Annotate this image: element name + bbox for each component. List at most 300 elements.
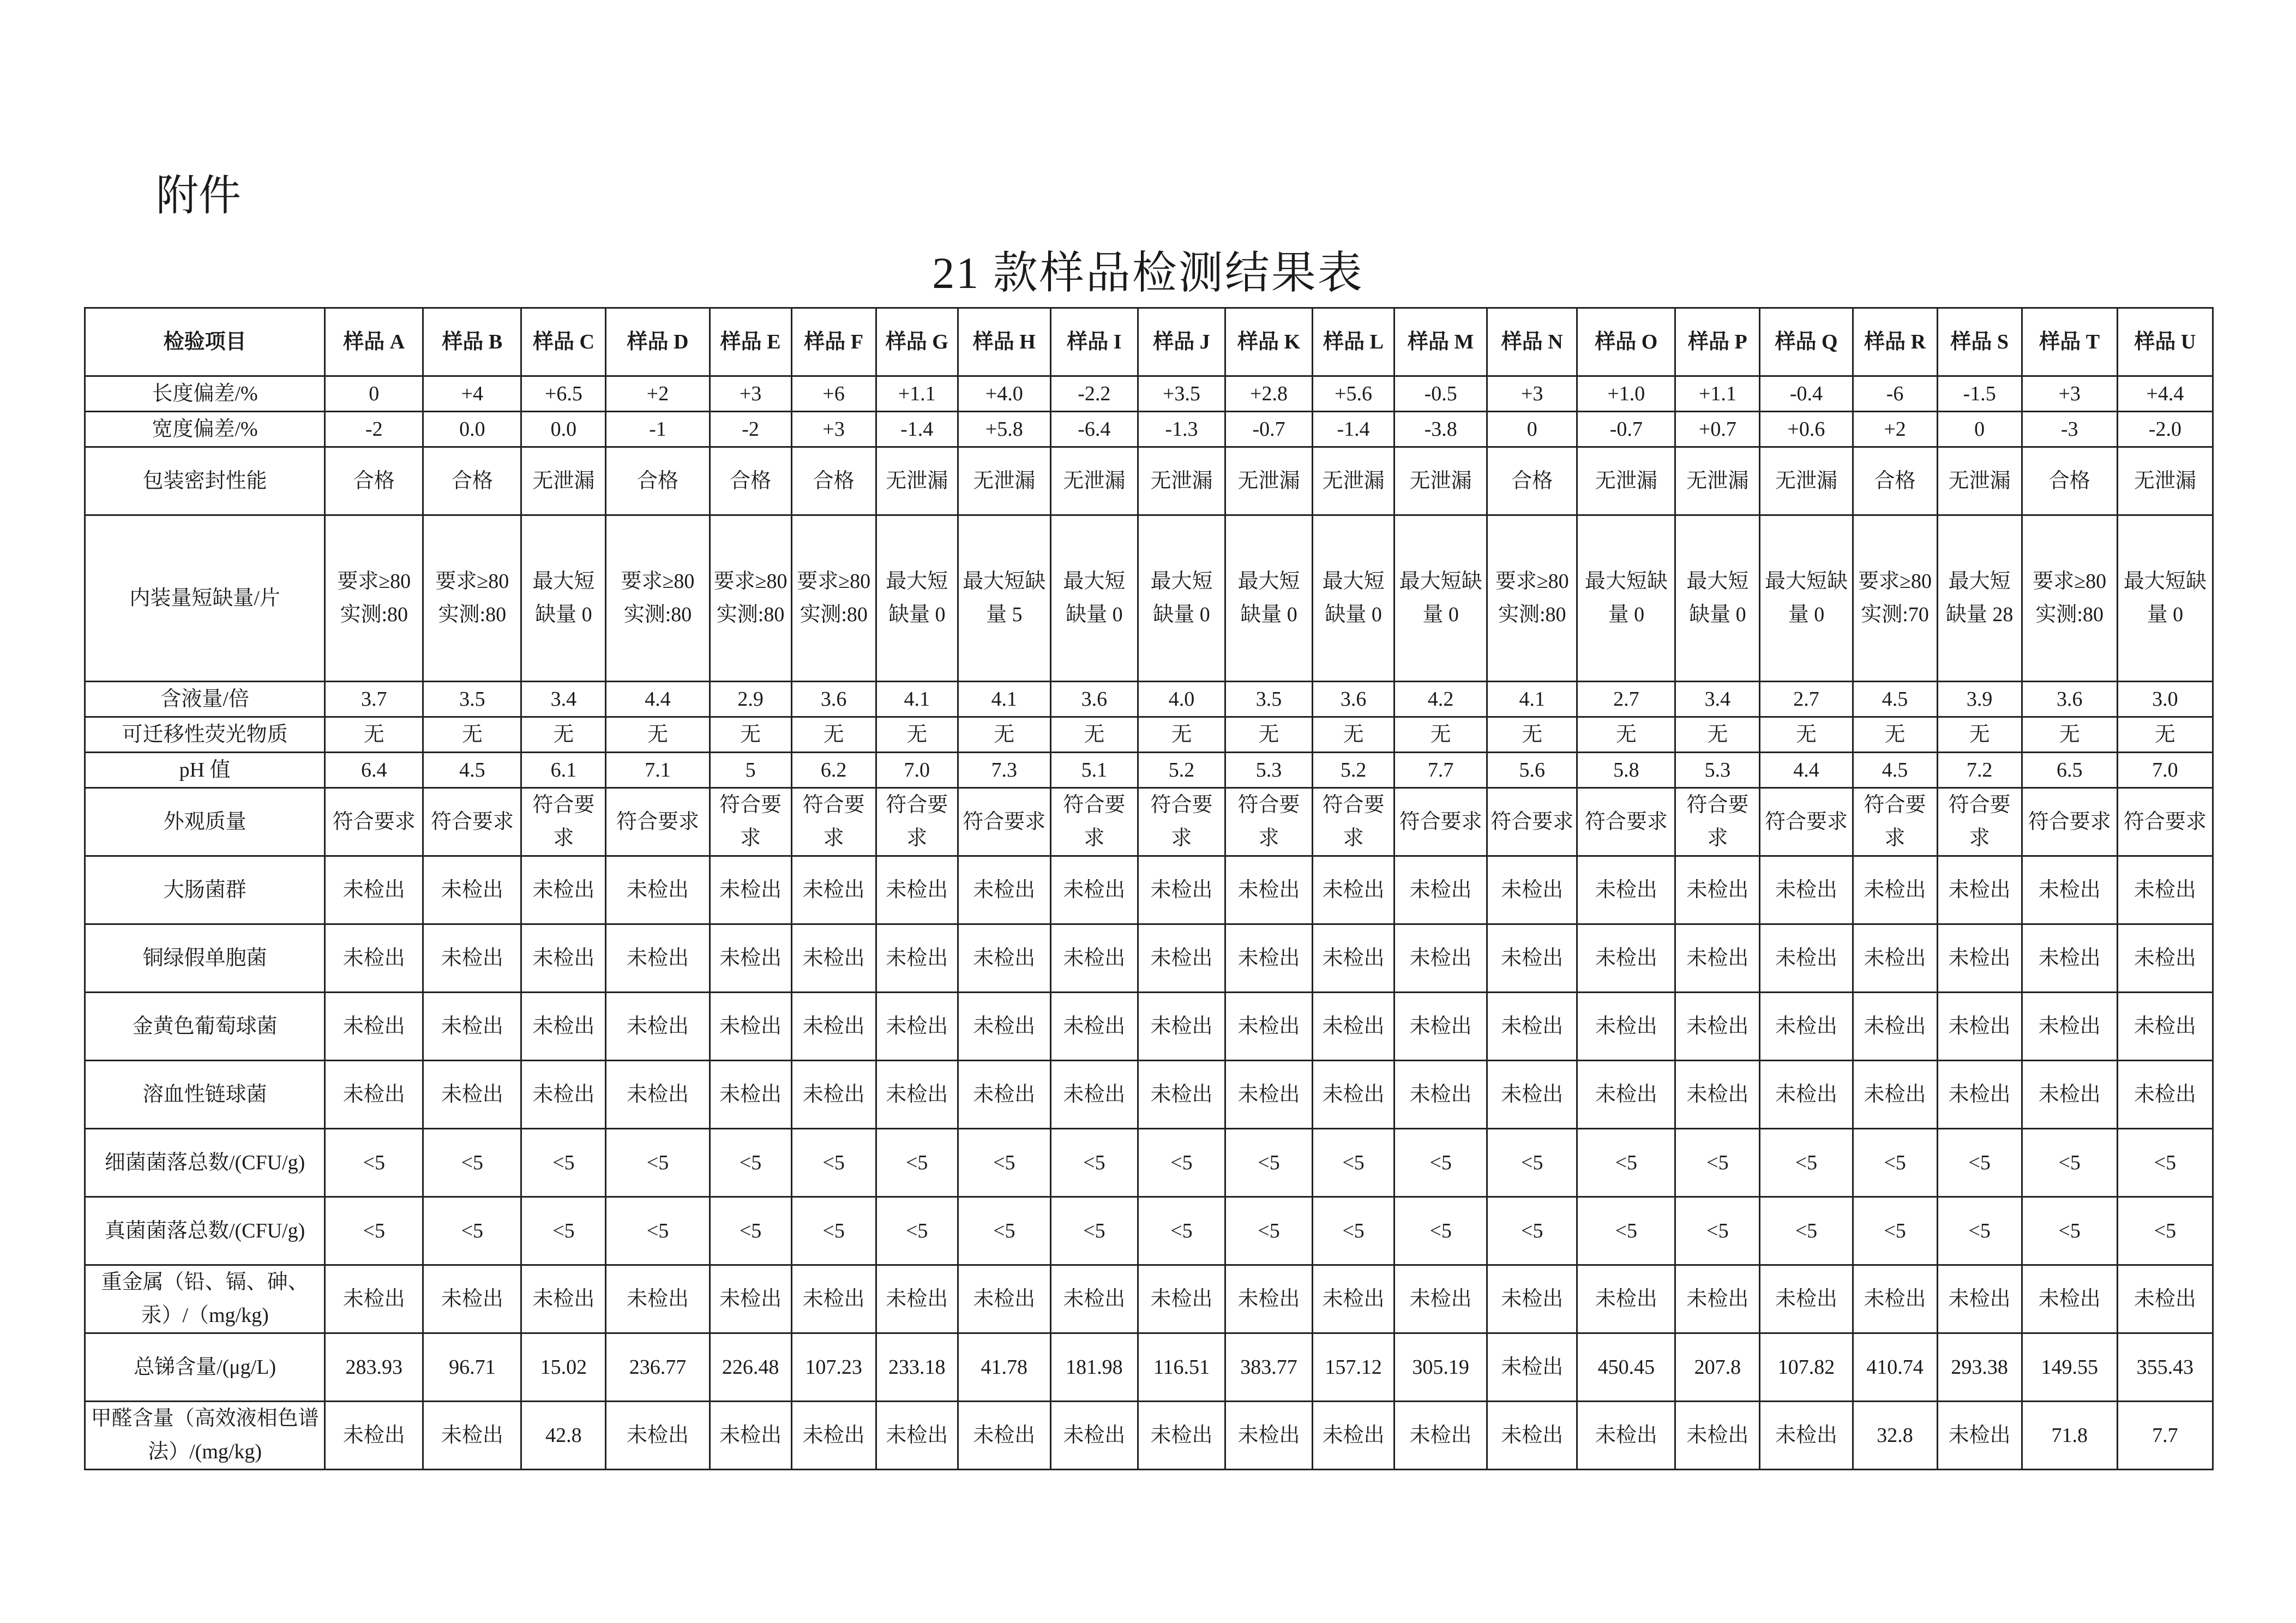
table-cell: 未检出 [1138,1061,1225,1129]
sample-header: 样品 A [325,308,423,376]
table-cell: 未检出 [1853,856,1937,924]
table-cell: 未检出 [1675,993,1760,1061]
table-cell: 未检出 [521,1265,606,1333]
table-row [85,1129,2213,1197]
table-cell: 要求≥80 实测:80 [791,515,876,682]
table-cell: 符合要求 [1050,788,1138,856]
table-cell: 未检出 [1050,1265,1138,1333]
table-row [85,376,2213,412]
table-row [85,447,2213,515]
table-cell: 未检出 [1050,1402,1138,1470]
row-label: 含液量/倍 [85,682,325,717]
table-cell: 无 [606,717,710,753]
table-row [85,717,2213,753]
table-cell: 合格 [791,447,876,515]
table-cell: <5 [521,1129,606,1197]
table-cell: <5 [1395,1129,1487,1197]
table-cell: 未检出 [1937,924,2022,993]
table-cell: 未检出 [1395,924,1487,993]
table-cell: 未检出 [521,924,606,993]
table-cell: 450.45 [1577,1333,1675,1402]
table-cell: <5 [1853,1129,1937,1197]
table-cell: 无 [423,717,521,753]
table-cell: 未检出 [710,856,791,924]
table-cell: <5 [1138,1129,1225,1197]
table-cell: 未检出 [325,856,423,924]
table-cell: <5 [1050,1129,1138,1197]
sample-header: 样品 S [1937,308,2022,376]
table-cell: 符合要求 [2117,788,2213,856]
table-cell: 未检出 [1760,1265,1853,1333]
table-cell: 未检出 [325,1402,423,1470]
table-cell: 符合要求 [1937,788,2022,856]
table-cell: 最大短缺量 0 [1760,515,1853,682]
table-cell: 未检出 [1395,1061,1487,1129]
table-cell: <5 [606,1129,710,1197]
table-cell: 未检出 [791,924,876,993]
table-cell: +5.6 [1313,376,1395,412]
table-cell: +3 [1487,376,1577,412]
table-cell: <5 [1487,1197,1577,1265]
header-row [85,308,2213,376]
table-cell: 符合要求 [325,788,423,856]
table-cell: 未检出 [2022,1265,2117,1333]
table-cell: 116.51 [1138,1333,1225,1402]
table-cell: 未检出 [1138,924,1225,993]
table-cell: 未检出 [876,1061,958,1129]
table-cell: 181.98 [1050,1333,1138,1402]
table-cell: <5 [1225,1197,1312,1265]
table-cell: <5 [325,1197,423,1265]
table-cell: 未检出 [1675,856,1760,924]
table-cell: +6 [791,376,876,412]
table-cell: -6.4 [1050,412,1138,447]
table-cell: 合格 [1853,447,1937,515]
table-row [85,788,2213,856]
table-cell: +5.8 [958,412,1050,447]
table-cell: 未检出 [1138,993,1225,1061]
table-cell: 最大短缺量 0 [2117,515,2213,682]
table-cell: <5 [2022,1197,2117,1265]
table-cell: 无 [521,717,606,753]
table-cell: 未检出 [2022,924,2117,993]
table-cell: 未检出 [876,1402,958,1470]
table-cell: 符合要求 [1577,788,1675,856]
table-cell: 107.23 [791,1333,876,1402]
table-cell: 合格 [606,447,710,515]
table-cell: 未检出 [1937,1402,2022,1470]
table-cell: 无泄漏 [1225,447,1312,515]
table-cell: <5 [958,1197,1050,1265]
table-cell: 4.1 [1487,682,1577,717]
table-cell: 未检出 [1675,1265,1760,1333]
table-cell: 未检出 [1487,856,1577,924]
table-cell: 3.0 [2117,682,2213,717]
table-cell: 未检出 [710,1265,791,1333]
sample-header: 样品 I [1050,308,1138,376]
table-cell: 合格 [2022,447,2117,515]
table-cell: 未检出 [791,856,876,924]
table-cell: 7.2 [1937,753,2022,788]
table-cell: 3.7 [325,682,423,717]
table-cell: -2 [710,412,791,447]
table-cell: 未检出 [1395,1402,1487,1470]
table-cell: 未检出 [1138,1402,1225,1470]
table-cell: 未检出 [791,1265,876,1333]
table-cell: 7.0 [2117,753,2213,788]
table-cell: 未检出 [1313,1265,1395,1333]
table-cell: 无泄漏 [876,447,958,515]
table-cell: 4.0 [1138,682,1225,717]
table-cell: 2.7 [1760,682,1853,717]
table-body [85,376,2213,1470]
table-row [85,682,2213,717]
table-cell: 未检出 [1675,1061,1760,1129]
table-cell: +1.1 [1675,376,1760,412]
row-label: 总锑含量/(μg/L) [85,1333,325,1402]
table-cell: 3.6 [2022,682,2117,717]
sample-header: 样品 G [876,308,958,376]
table-cell: 最大短缺量 0 [1313,515,1395,682]
table-cell: 未检出 [876,1265,958,1333]
table-cell: 未检出 [958,856,1050,924]
table-cell: 符合要求 [876,788,958,856]
table-cell: 157.12 [1313,1333,1395,1402]
table-cell: 未检出 [710,924,791,993]
sample-header: 样品 T [2022,308,2117,376]
table-cell: 未检出 [1487,993,1577,1061]
table-cell: 无泄漏 [521,447,606,515]
row-label: 内装量短缺量/片 [85,515,325,682]
table-cell: <5 [1937,1129,2022,1197]
table-cell: -2.2 [1050,376,1138,412]
table-cell: 0.0 [521,412,606,447]
table-cell: 未检出 [1225,1265,1312,1333]
row-label: 重金属（铅、镉、砷、汞）/（mg/kg) [85,1265,325,1333]
table-cell: 未检出 [521,993,606,1061]
table-cell: 未检出 [1225,993,1312,1061]
table-cell: 未检出 [606,1061,710,1129]
table-row [85,1265,2213,1333]
table-cell: 未检出 [791,1061,876,1129]
table-cell: 未检出 [958,1402,1050,1470]
table-cell: 3.9 [1937,682,2022,717]
table-cell: <5 [1675,1197,1760,1265]
sample-header: 样品 J [1138,308,1225,376]
table-cell: <5 [325,1129,423,1197]
table-cell: 5.8 [1577,753,1675,788]
table-cell: 未检出 [1853,1265,1937,1333]
table-cell: 96.71 [423,1333,521,1402]
table-cell: +1.1 [876,376,958,412]
table-cell: 未检出 [876,856,958,924]
table-cell: 226.48 [710,1333,791,1402]
table-cell: 未检出 [2022,993,2117,1061]
table-cell: 107.82 [1760,1333,1853,1402]
table-cell: 未检出 [1487,924,1577,993]
table-cell: 未检出 [2117,856,2213,924]
table-cell: 符合要求 [958,788,1050,856]
table-cell: <5 [521,1197,606,1265]
row-label: 可迁移性荧光物质 [85,717,325,753]
sample-header: 样品 N [1487,308,1577,376]
table-row [85,515,2213,682]
table-cell: 未检出 [1313,1402,1395,1470]
table-cell: 无 [710,717,791,753]
sample-header: 样品 O [1577,308,1675,376]
table-cell: 未检出 [1395,993,1487,1061]
table-cell: <5 [1050,1197,1138,1265]
table-cell: +0.7 [1675,412,1760,447]
table-cell: 未检出 [710,993,791,1061]
table-cell: 3.5 [423,682,521,717]
table-cell: 3.6 [1313,682,1395,717]
table-cell: 未检出 [1487,1061,1577,1129]
table-cell: 4.1 [958,682,1050,717]
table-cell: 无泄漏 [1313,447,1395,515]
table-cell: <5 [2117,1129,2213,1197]
table-cell: 要求≥80 实测:80 [710,515,791,682]
results-table [84,307,2214,1470]
table-cell: 未检出 [423,993,521,1061]
table-cell: 未检出 [876,993,958,1061]
table-cell: 未检出 [1225,1061,1312,1129]
table-cell: 符合要求 [2022,788,2117,856]
table-cell: 6.1 [521,753,606,788]
table-cell: 未检出 [325,924,423,993]
table-cell: 未检出 [1487,1333,1577,1402]
table-cell: 无 [1138,717,1225,753]
table-cell: 无 [325,717,423,753]
table-cell: <5 [423,1129,521,1197]
table-cell: 3.5 [1225,682,1312,717]
sample-header: 样品 C [521,308,606,376]
table-cell: +2 [1853,412,1937,447]
table-row [85,412,2213,447]
table-cell: -1.3 [1138,412,1225,447]
table-cell: 未检出 [1577,1265,1675,1333]
table-cell: 未检出 [1577,993,1675,1061]
table-cell: 未检出 [325,1061,423,1129]
row-label: 甲醛含量（高效液相色谱法）/(mg/kg) [85,1402,325,1470]
table-cell: 0.0 [423,412,521,447]
table-cell: 未检出 [1050,856,1138,924]
table-cell: 15.02 [521,1333,606,1402]
table-cell: -0.7 [1225,412,1312,447]
row-label: 铜绿假单胞菌 [85,924,325,993]
sample-header: 样品 E [710,308,791,376]
table-cell: <5 [2117,1197,2213,1265]
sample-header: 样品 B [423,308,521,376]
table-cell: -2 [325,412,423,447]
sample-header: 样品 M [1395,308,1487,376]
table-cell: 未检出 [1937,856,2022,924]
table-cell: 最大短缺量 0 [1050,515,1138,682]
table-cell: 未检出 [1760,924,1853,993]
table-cell: 最大短缺量 28 [1937,515,2022,682]
table-cell: 最大短缺量 0 [521,515,606,682]
table-cell: 符合要求 [1487,788,1577,856]
row-label: 宽度偏差/% [85,412,325,447]
table-cell: 未检出 [606,1402,710,1470]
table-cell: 未检出 [958,924,1050,993]
sample-header: 样品 K [1225,308,1312,376]
table-cell: 未检出 [1760,993,1853,1061]
table-cell: 410.74 [1853,1333,1937,1402]
table-cell: 未检出 [1853,924,1937,993]
table-cell: 无 [1675,717,1760,753]
table-cell: 7.7 [2117,1402,2213,1470]
table-cell: 未检出 [2117,993,2213,1061]
table-cell: -0.5 [1395,376,1487,412]
table-cell: 符合要求 [710,788,791,856]
table-cell: 5.6 [1487,753,1577,788]
row-label: 真菌菌落总数/(CFU/g) [85,1197,325,1265]
sample-header: 样品 U [2117,308,2213,376]
sample-header: 样品 R [1853,308,1937,376]
table-cell: 符合要求 [521,788,606,856]
table-cell: 32.8 [1853,1402,1937,1470]
row-label: 金黄色葡萄球菌 [85,993,325,1061]
table-cell: -6 [1853,376,1937,412]
table-cell: 42.8 [521,1402,606,1470]
table-row [85,1402,2213,1470]
table-cell: 未检出 [2117,924,2213,993]
table-cell: 283.93 [325,1333,423,1402]
table-cell: 未检出 [1577,1402,1675,1470]
table-row [85,993,2213,1061]
table-cell: 未检出 [1395,1265,1487,1333]
table-cell: 2.9 [710,682,791,717]
table-cell: -1 [606,412,710,447]
table-cell: 符合要求 [1395,788,1487,856]
table-cell: 无 [1577,717,1675,753]
table-row [85,1061,2213,1129]
table-cell: 5.3 [1675,753,1760,788]
table-cell: 4.5 [1853,753,1937,788]
table-cell: 0 [1937,412,2022,447]
table-cell: 未检出 [1138,1265,1225,1333]
table-cell: 合格 [423,447,521,515]
table-cell: 无泄漏 [1937,447,2022,515]
table-cell: 0 [1487,412,1577,447]
table-cell: <5 [1313,1197,1395,1265]
table-cell: <5 [1675,1129,1760,1197]
table-cell: 305.19 [1395,1333,1487,1402]
table-cell: 无 [1395,717,1487,753]
table-cell: -1.4 [1313,412,1395,447]
table-cell: +3 [2022,376,2117,412]
table-cell: <5 [876,1197,958,1265]
table-cell: +1.0 [1577,376,1675,412]
table-cell: <5 [1937,1197,2022,1265]
table-cell: 未检出 [606,924,710,993]
table-cell: 3.4 [1675,682,1760,717]
table-cell: 要求≥80 实测:80 [1487,515,1577,682]
table-cell: 无 [1313,717,1395,753]
table-cell: <5 [710,1197,791,1265]
table-cell: 未检出 [1313,924,1395,993]
table-cell: 符合要求 [1225,788,1312,856]
table-cell: 未检出 [1937,1265,2022,1333]
table-cell: 要求≥80 实测:80 [2022,515,2117,682]
table-cell: -0.4 [1760,376,1853,412]
table-cell: 未检出 [1937,993,2022,1061]
table-cell: 未检出 [423,1402,521,1470]
table-cell: 5.3 [1225,753,1312,788]
table-cell: 236.77 [606,1333,710,1402]
table-cell: 符合要求 [1138,788,1225,856]
table-cell: 5.2 [1138,753,1225,788]
table-cell: 未检出 [423,924,521,993]
table-cell: 未检出 [2117,1061,2213,1129]
table-cell: 最大短缺量 0 [1675,515,1760,682]
table-cell: <5 [2022,1129,2117,1197]
table-cell: 无泄漏 [1675,447,1760,515]
table-cell: 未检出 [1577,856,1675,924]
table-cell: 符合要求 [1853,788,1937,856]
table-cell: 未检出 [521,856,606,924]
table-cell: 7.0 [876,753,958,788]
table-cell: 未检出 [2022,856,2117,924]
table-row [85,924,2213,993]
table-cell: -1.5 [1937,376,2022,412]
table-cell: 无 [1853,717,1937,753]
table-cell: 符合要求 [1675,788,1760,856]
table-cell: <5 [1577,1197,1675,1265]
table-cell: 无泄漏 [958,447,1050,515]
row-label: 包装密封性能 [85,447,325,515]
table-cell: 未检出 [1313,1061,1395,1129]
table-cell: 5.1 [1050,753,1138,788]
table-cell: 2.7 [1577,682,1675,717]
table-cell: <5 [958,1129,1050,1197]
table-cell: +0.6 [1760,412,1853,447]
table-cell: 233.18 [876,1333,958,1402]
table-cell: -0.7 [1577,412,1675,447]
table-cell: 要求≥80 实测:80 [423,515,521,682]
table-cell: 无 [1050,717,1138,753]
table-cell: +3 [791,412,876,447]
table-cell: 355.43 [2117,1333,2213,1402]
table-cell: 未检出 [1487,1402,1577,1470]
table-cell: 41.78 [958,1333,1050,1402]
table-cell: 3.6 [1050,682,1138,717]
table-cell: 未检出 [1138,856,1225,924]
table-cell: 5 [710,753,791,788]
item-column-header: 检验项目 [85,308,325,376]
table-cell: 无 [2022,717,2117,753]
table-cell: 未检出 [606,856,710,924]
table-cell: 未检出 [1853,993,1937,1061]
table-cell: 未检出 [2117,1265,2213,1333]
table-cell: 4.5 [423,753,521,788]
table-cell: 未检出 [1937,1061,2022,1129]
table-cell: 未检出 [1050,924,1138,993]
table-cell: +3 [710,376,791,412]
table-cell: <5 [791,1197,876,1265]
row-label: 溶血性链球菌 [85,1061,325,1129]
table-cell: <5 [1760,1197,1853,1265]
table-cell: 未检出 [1225,856,1312,924]
table-cell: +2 [606,376,710,412]
table-cell: 符合要求 [791,788,876,856]
table-cell: 最大短缺量 0 [1225,515,1312,682]
table-cell: +3.5 [1138,376,1225,412]
table-row [85,1197,2213,1265]
table-cell: <5 [423,1197,521,1265]
table-cell: <5 [606,1197,710,1265]
